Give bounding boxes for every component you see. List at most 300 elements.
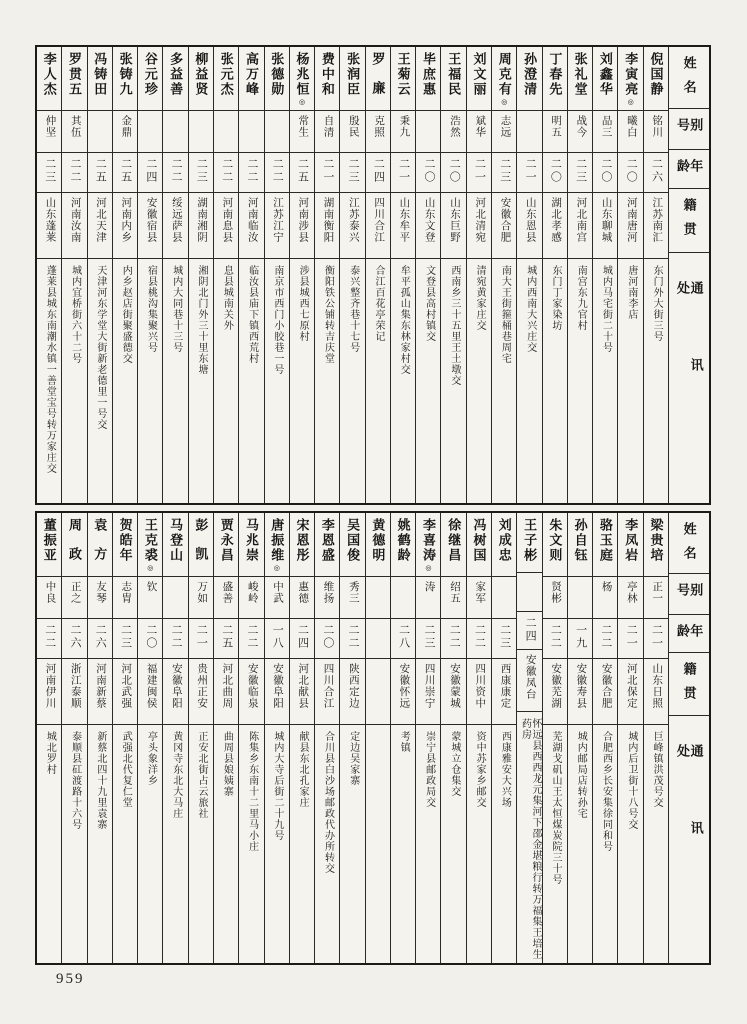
- person-alias-cell: [568, 577, 592, 619]
- person-address: 资中苏家乡邮交: [474, 731, 486, 808]
- person-column: [62, 47, 87, 503]
- person-alias-cell: [88, 111, 112, 153]
- person-address: 城内大同巷十三号: [170, 265, 182, 353]
- person-alias: 自清: [322, 115, 334, 138]
- annotation-mark-icon: ◎: [499, 97, 508, 106]
- person-age-cell: [265, 153, 289, 193]
- person-column: [593, 47, 618, 503]
- person-alias: 亭林: [625, 581, 637, 604]
- person-origin: 河南汝南: [69, 197, 81, 243]
- person-origin: 安徽合肥: [600, 663, 612, 709]
- person-age: 一九: [574, 624, 587, 650]
- person-column: [416, 47, 441, 503]
- person-column: [517, 513, 542, 963]
- person-alias-cell: [290, 111, 314, 153]
- person-alias-cell: [62, 577, 86, 619]
- person-origin-cell: [62, 659, 86, 725]
- person-address-cell: [593, 725, 617, 963]
- person-alias: 明五: [550, 115, 562, 138]
- person-name: 黄德明: [370, 518, 386, 563]
- person-age: 二二: [549, 624, 562, 650]
- person-alias-cell: [290, 577, 314, 619]
- person-origin: 河南息县: [221, 197, 233, 243]
- person-origin-cell: [366, 193, 390, 259]
- person-origin-cell: [416, 193, 440, 259]
- person-column: [315, 47, 340, 503]
- person-address: 临汝县庙下镇西荒村: [246, 265, 258, 364]
- person-alias: 正之: [69, 581, 81, 604]
- person-alias-cell: [265, 577, 289, 619]
- person-origin: 山东牟平: [398, 197, 410, 243]
- header-address: 通讯处: [675, 280, 704, 435]
- person-origin-cell: [618, 659, 642, 725]
- person-address-cell: [391, 259, 415, 503]
- person-address: 新蔡北四十九里袁寨: [94, 731, 106, 830]
- person-alias: 其伍: [69, 115, 81, 138]
- person-address: 曲周县娘姨寨: [221, 731, 233, 797]
- person-address-cell: [568, 259, 592, 503]
- person-age: 二四: [524, 617, 537, 644]
- person-name-cell: [265, 47, 289, 111]
- person-origin: 河北曲周: [221, 663, 233, 709]
- person-address-cell: [239, 725, 263, 963]
- person-column: [214, 47, 239, 503]
- person-alias-cell: [618, 111, 642, 153]
- header-origin: 籍贯: [669, 189, 709, 253]
- person-age: 二二: [220, 158, 233, 184]
- person-address: 涉县城西七原村: [297, 265, 309, 342]
- person-age-cell: [517, 612, 541, 650]
- person-age-cell: [37, 619, 61, 659]
- person-age-cell: [593, 153, 617, 193]
- person-alias-cell: [467, 577, 491, 619]
- person-address: 城北罗村: [44, 731, 56, 775]
- person-age-cell: [416, 619, 440, 659]
- person-alias: 杨: [600, 581, 612, 593]
- person-alias-cell: [37, 577, 61, 619]
- person-alias-cell: [593, 577, 617, 619]
- person-name: 罗贯五: [67, 52, 83, 97]
- person-alias-cell: [37, 111, 61, 153]
- person-age-cell: [290, 619, 314, 659]
- person-alias: 克照: [373, 115, 385, 138]
- person-age: 二〇: [599, 158, 612, 184]
- person-origin-cell: [214, 659, 238, 725]
- person-address: 城内西南大兴庄交: [524, 265, 536, 353]
- person-address: 东门丁家染坊: [549, 265, 561, 331]
- person-name-cell: [163, 513, 187, 577]
- person-column: [492, 513, 517, 963]
- person-origin: 江苏江宁: [271, 197, 283, 243]
- person-age-cell: [214, 153, 238, 193]
- person-name-cell: [138, 513, 162, 577]
- person-alias-cell: [189, 111, 213, 153]
- person-name-cell: [568, 513, 592, 577]
- person-alias-cell: [618, 577, 642, 619]
- person-column: [543, 47, 568, 503]
- person-name: 孙澄清: [522, 52, 538, 97]
- person-age-cell: [113, 619, 137, 659]
- person-age: 二三: [422, 624, 435, 650]
- person-column: [568, 47, 593, 503]
- person-name-cell: [568, 47, 592, 111]
- person-name-cell: [366, 47, 390, 111]
- person-origin-cell: [618, 193, 642, 259]
- person-address: 牟平孤山集东林家村交: [398, 265, 410, 375]
- person-age-cell: [366, 153, 390, 193]
- person-age-cell: [189, 153, 213, 193]
- header-alias: 别号: [669, 574, 709, 614]
- annotation-mark-icon: ◎: [145, 563, 154, 572]
- person-address-cell: [214, 725, 238, 963]
- person-name-cell: [239, 47, 263, 111]
- person-origin-cell: [543, 659, 567, 725]
- person-age: 二三: [498, 624, 511, 650]
- person-age-cell: [214, 619, 238, 659]
- person-address: 黄冈寺东北大马庄: [170, 731, 182, 819]
- person-column: [543, 513, 568, 963]
- person-name-cell: [315, 513, 339, 577]
- person-address-cell: [366, 725, 390, 963]
- person-age: 二一: [195, 624, 208, 650]
- person-alias: 维扬: [322, 581, 334, 604]
- person-name: 张铸九: [117, 52, 133, 97]
- person-name-cell: [290, 47, 314, 111]
- person-name: 骆玉庭: [597, 518, 613, 563]
- person-age-cell: [138, 153, 162, 193]
- person-name-cell: [543, 513, 567, 577]
- person-alias: 钦: [145, 581, 157, 593]
- person-age: 二六: [69, 624, 81, 650]
- person-origin-cell: [391, 193, 415, 259]
- person-origin-cell: [214, 193, 238, 259]
- person-origin-cell: [189, 193, 213, 259]
- person-address-cell: [467, 725, 491, 963]
- person-alias-cell: [62, 111, 86, 153]
- person-alias-cell: [492, 111, 516, 153]
- person-name-cell: [214, 47, 238, 111]
- person-alias-cell: [441, 111, 465, 153]
- person-origin-cell: [593, 193, 617, 259]
- person-address-cell: [416, 259, 440, 503]
- person-name: 杨兆恒: [294, 52, 310, 97]
- person-address-cell: [37, 259, 61, 503]
- person-address: 合川县白沙场邮政代办所转交: [322, 731, 334, 874]
- person-address-cell: [543, 259, 567, 503]
- person-column: [239, 513, 264, 963]
- person-age: 二二: [170, 624, 183, 650]
- person-name-cell: [593, 513, 617, 577]
- person-address: 芜湖戈矶山王太恒煤炭院三十号: [549, 731, 561, 885]
- person-name-cell: [517, 513, 541, 573]
- person-address-cell: [492, 259, 516, 503]
- person-address-cell: [138, 725, 162, 963]
- person-address-cell: [265, 259, 289, 503]
- person-age: 二二: [170, 158, 183, 184]
- person-origin-cell: [163, 193, 187, 259]
- person-address-cell: [214, 259, 238, 503]
- person-address-cell: [492, 725, 516, 963]
- person-address-cell: [189, 725, 213, 963]
- person-origin-cell: [441, 659, 465, 725]
- person-column: [265, 47, 290, 503]
- person-column: [113, 513, 138, 963]
- person-address: 南京市西门小胶巷一号: [271, 265, 283, 375]
- person-name: 袁方: [92, 518, 108, 576]
- person-origin: 贵州正安: [196, 663, 208, 709]
- person-age: 二二: [599, 624, 612, 650]
- person-alias-cell: [366, 111, 390, 153]
- person-age-cell: [340, 619, 364, 659]
- person-column: [467, 513, 492, 963]
- person-age: 二五: [119, 158, 132, 184]
- person-name-cell: [88, 47, 112, 111]
- person-alias: 峻岭: [246, 581, 258, 604]
- annotation-mark-icon: ◎: [272, 563, 281, 572]
- person-name: 柳益贤: [193, 52, 209, 97]
- person-age-cell: [239, 153, 263, 193]
- person-origin: 河南内乡: [120, 197, 132, 243]
- person-origin: 河北天津: [95, 197, 107, 243]
- person-name-cell: [88, 513, 112, 577]
- person-name-cell: [37, 47, 61, 111]
- person-column: [467, 47, 492, 503]
- person-origin-cell: [517, 193, 541, 259]
- person-age-cell: [543, 619, 567, 659]
- person-name: 谷元珍: [142, 52, 158, 97]
- annotation-mark-icon: ◎: [423, 563, 432, 572]
- person-name: 罗廉: [370, 52, 386, 110]
- person-origin: 安徽合肥: [499, 197, 511, 243]
- person-name-cell: [517, 47, 541, 111]
- person-age: 二三: [574, 158, 587, 184]
- person-age-cell: [568, 619, 592, 659]
- person-name: 吴国俊: [345, 518, 361, 563]
- person-address: 亭头象洋乡: [145, 731, 157, 786]
- person-origin: 安徽阜阳: [170, 663, 182, 709]
- person-origin: 安徽芜湖: [550, 663, 562, 709]
- person-address-cell: [239, 259, 263, 503]
- person-column: [644, 513, 669, 963]
- person-alias: 贤彬: [550, 581, 562, 604]
- person-age: 二二: [43, 624, 56, 650]
- person-age-cell: [265, 619, 289, 659]
- person-name-cell: [391, 47, 415, 111]
- person-origin: 山东聊城: [600, 197, 612, 243]
- person-age: 二二: [448, 624, 461, 650]
- person-origin: 安徽宿县: [145, 197, 157, 243]
- person-origin: 山东恩县: [524, 197, 536, 243]
- person-age-cell: [138, 619, 162, 659]
- header-age: 年龄: [669, 615, 709, 653]
- person-column: [340, 47, 365, 503]
- person-age-cell: [492, 619, 516, 659]
- person-name-cell: [113, 47, 137, 111]
- person-age: 二三: [43, 158, 56, 184]
- header-age: 年龄: [669, 150, 709, 189]
- person-alias: 盛善: [221, 581, 233, 604]
- person-address: 天津河东学堂大街新老德里一号交: [94, 265, 106, 430]
- person-address-cell: [290, 259, 314, 503]
- person-name-cell: [416, 513, 440, 577]
- person-name-cell: [62, 47, 86, 111]
- person-age-cell: [163, 153, 187, 193]
- registry-table-bottom: [35, 511, 711, 965]
- person-alias-cell: [214, 577, 238, 619]
- person-column: [492, 47, 517, 503]
- person-origin: 陕西定边: [347, 663, 359, 709]
- person-name: 刘成忠: [496, 518, 512, 563]
- person-age-cell: [644, 153, 668, 193]
- person-name: 王克裘: [142, 518, 158, 563]
- person-age: 二六: [650, 158, 663, 184]
- person-name: 唐振维: [269, 518, 285, 563]
- person-column: [441, 513, 466, 963]
- person-address: 息县城南关外: [221, 265, 233, 331]
- person-address-cell: [593, 259, 617, 503]
- person-address-cell: [543, 725, 567, 963]
- annotation-mark-icon: ◎: [626, 97, 635, 106]
- person-column: [239, 47, 264, 503]
- person-origin: 安徽阜阳: [271, 663, 283, 709]
- person-name: 王福民: [446, 52, 462, 97]
- person-address: 怀远县西西龙元集河下邵金堪粮行转万福集王培生药房: [519, 717, 541, 960]
- person-alias: 秀三: [347, 581, 359, 604]
- person-origin: 山东蓬莱: [44, 197, 56, 243]
- person-address: 东门外大街三号: [651, 265, 663, 342]
- person-origin: 湖南湘阴: [196, 197, 208, 243]
- person-column: [214, 513, 239, 963]
- person-alias-cell: [138, 577, 162, 619]
- person-alias-cell: [340, 577, 364, 619]
- person-age-cell: [391, 153, 415, 193]
- person-alias-cell: [138, 111, 162, 153]
- person-name: 徐继昌: [446, 518, 462, 563]
- person-origin: 江苏泰兴: [347, 197, 359, 243]
- person-address: 合江百花亭荣记: [373, 265, 385, 342]
- person-alias: 友琴: [95, 581, 107, 604]
- person-alias-cell: [543, 577, 567, 619]
- person-name: 李寅亮: [623, 52, 639, 97]
- person-address: 西康雅安大兴场: [499, 731, 511, 808]
- person-origin-cell: [517, 650, 541, 712]
- person-name: 周克有: [496, 52, 512, 97]
- person-alias: 常生: [297, 115, 309, 138]
- person-age: 二五: [94, 158, 107, 184]
- person-origin: 浙江泰顺: [69, 663, 81, 709]
- person-column: [391, 513, 416, 963]
- person-origin-cell: [239, 659, 263, 725]
- person-address-cell: [644, 725, 668, 963]
- registry-table-top: [35, 45, 711, 505]
- person-age: 二二: [473, 624, 486, 650]
- person-name-cell: [340, 47, 364, 111]
- person-name: 多益善: [168, 52, 184, 97]
- person-origin: 四川合江: [373, 197, 385, 243]
- person-origin-cell: [265, 659, 289, 725]
- person-origin: 绥远萨县: [170, 197, 182, 243]
- person-address: 合肥西乡长安集徐同和号: [600, 731, 612, 852]
- person-origin-cell: [88, 659, 112, 725]
- header-origin: 籍贯: [669, 653, 709, 716]
- person-alias: 中武: [271, 581, 283, 604]
- person-address: 西南乡三十五里王土墩交: [448, 265, 460, 386]
- person-alias-cell: [340, 111, 364, 153]
- person-age-cell: [543, 153, 567, 193]
- person-origin-cell: [315, 193, 339, 259]
- person-name: 张元杰: [218, 52, 234, 97]
- person-origin: 河北清宛: [474, 197, 486, 243]
- person-name: 张润臣: [345, 52, 361, 97]
- person-origin-cell: [239, 193, 263, 259]
- person-alias: 仲坚: [44, 115, 56, 138]
- person-address-cell: [62, 725, 86, 963]
- person-age-cell: [88, 619, 112, 659]
- person-alias-cell: [239, 111, 263, 153]
- person-name-cell: [214, 513, 238, 577]
- person-alias-cell: [644, 577, 668, 619]
- person-age: 一八: [271, 624, 284, 650]
- person-origin: 安徽蒙城: [448, 663, 460, 709]
- person-address: 南宫东九官村: [575, 265, 587, 331]
- person-name: 梁贵培: [648, 518, 664, 563]
- person-alias-cell: [88, 577, 112, 619]
- person-name-cell: [467, 513, 491, 577]
- person-origin: 安徽临泉: [246, 663, 258, 709]
- person-age-cell: [441, 153, 465, 193]
- person-address-cell: [568, 725, 592, 963]
- person-origin: 河南新蔡: [95, 663, 107, 709]
- person-alias: 战今: [575, 115, 587, 138]
- person-column: [62, 513, 87, 963]
- person-origin: 河南伊川: [44, 663, 56, 709]
- person-age: 二五: [296, 158, 309, 184]
- person-address-cell: [517, 712, 541, 963]
- person-age-cell: [239, 619, 263, 659]
- person-age-cell: [467, 153, 491, 193]
- person-origin: 河北武强: [120, 663, 132, 709]
- person-name-cell: [467, 47, 491, 111]
- person-age-cell: [568, 153, 592, 193]
- person-origin-cell: [37, 193, 61, 259]
- person-column: [340, 513, 365, 963]
- person-origin: 山东日照: [651, 663, 663, 709]
- person-alias-cell: [416, 111, 440, 153]
- person-column: [37, 513, 62, 963]
- person-address: 湘阴北门外三十里东塘: [196, 265, 208, 375]
- person-alias-cell: [467, 111, 491, 153]
- person-address: 巨峰镇洪茂号交: [651, 731, 663, 808]
- person-name: 张德勋: [269, 52, 285, 97]
- person-column: [644, 47, 669, 503]
- person-alias: 万如: [196, 581, 208, 604]
- person-address: 南大王街箍桶巷周宅: [499, 265, 511, 364]
- person-origin: 安徽凤台: [524, 653, 536, 700]
- person-origin-cell: [568, 659, 592, 725]
- person-column: [290, 47, 315, 503]
- person-age-cell: [88, 153, 112, 193]
- person-address-cell: [189, 259, 213, 503]
- header-name: 姓名: [669, 47, 709, 109]
- person-address-cell: [315, 259, 339, 503]
- header-column: [669, 513, 709, 963]
- person-age-cell: [391, 619, 415, 659]
- person-origin-cell: [290, 659, 314, 725]
- person-address: 城内大寺后街二十九号: [271, 731, 283, 841]
- person-address: 陈集乡东南十二里马小庄: [246, 731, 258, 852]
- person-alias-cell: [163, 577, 187, 619]
- person-name: 宋恩彤: [294, 518, 310, 563]
